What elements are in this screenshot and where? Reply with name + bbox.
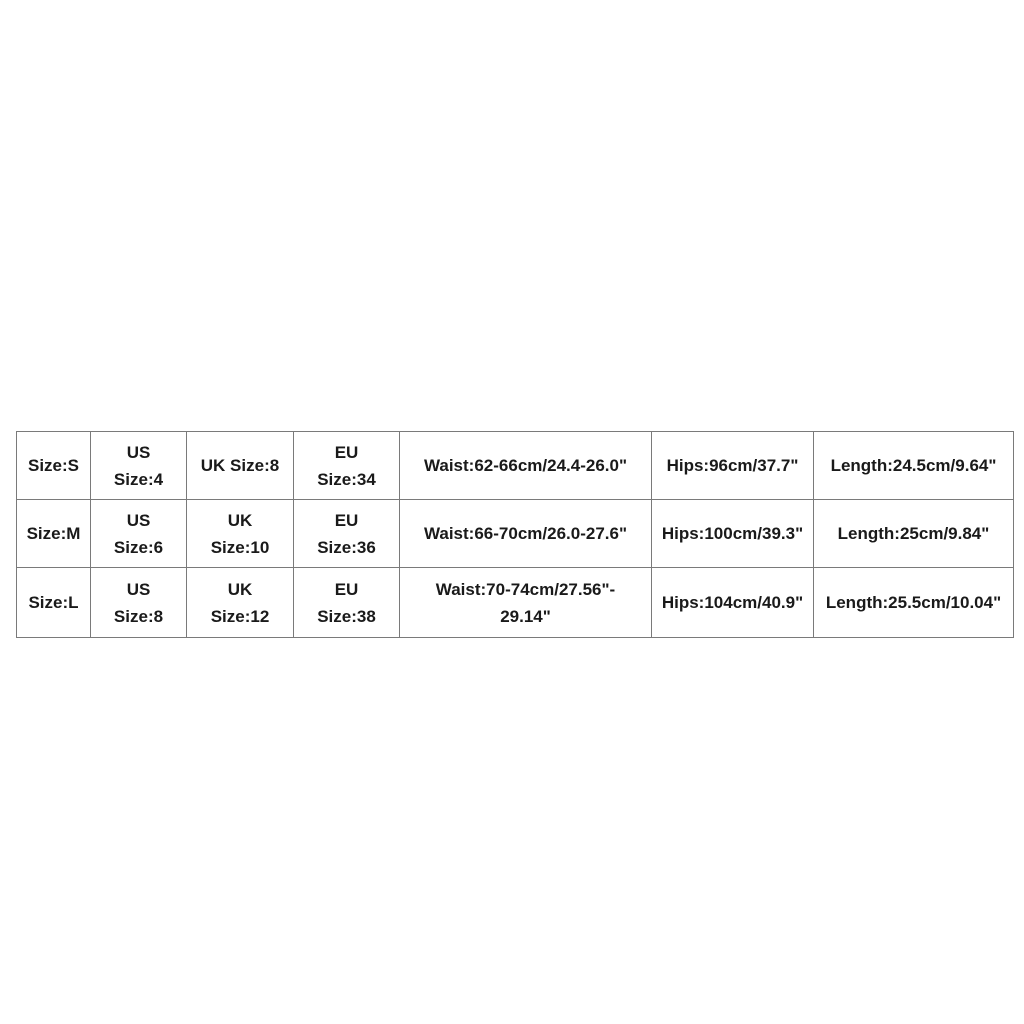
table-row — [17, 500, 1014, 568]
hips-cell: Hips:100cm/39.3" — [652, 500, 814, 568]
size-cell: Size:M — [17, 500, 91, 568]
length-cell: Length:25cm/9.84" — [814, 500, 1014, 568]
hips-cell: Hips:104cm/40.9" — [652, 568, 814, 638]
waist-cell: Waist:66-70cm/26.0-27.6" — [400, 500, 652, 568]
hips-cell: Hips:96cm/37.7" — [652, 432, 814, 500]
eu-size-cell: EU Size:38 — [294, 568, 400, 638]
length-cell: Length:24.5cm/9.64" — [814, 432, 1014, 500]
waist-cell: Waist:62-66cm/24.4-26.0" — [400, 432, 652, 500]
eu-size-cell: EU Size:36 — [294, 500, 400, 568]
table-row — [17, 568, 1014, 638]
size-chart-table — [16, 431, 1014, 638]
us-size-cell: US Size:6 — [91, 500, 187, 568]
waist-cell: Waist:70-74cm/27.56"- 29.14" — [400, 568, 652, 638]
us-size-cell: US Size:4 — [91, 432, 187, 500]
eu-size-cell: EU Size:34 — [294, 432, 400, 500]
size-cell: Size:S — [17, 432, 91, 500]
uk-size-cell: UK Size:8 — [187, 432, 294, 500]
table-row — [17, 432, 1014, 500]
uk-size-cell: UK Size:12 — [187, 568, 294, 638]
uk-size-cell: UK Size:10 — [187, 500, 294, 568]
length-cell: Length:25.5cm/10.04" — [814, 568, 1014, 638]
us-size-cell: US Size:8 — [91, 568, 187, 638]
size-cell: Size:L — [17, 568, 91, 638]
